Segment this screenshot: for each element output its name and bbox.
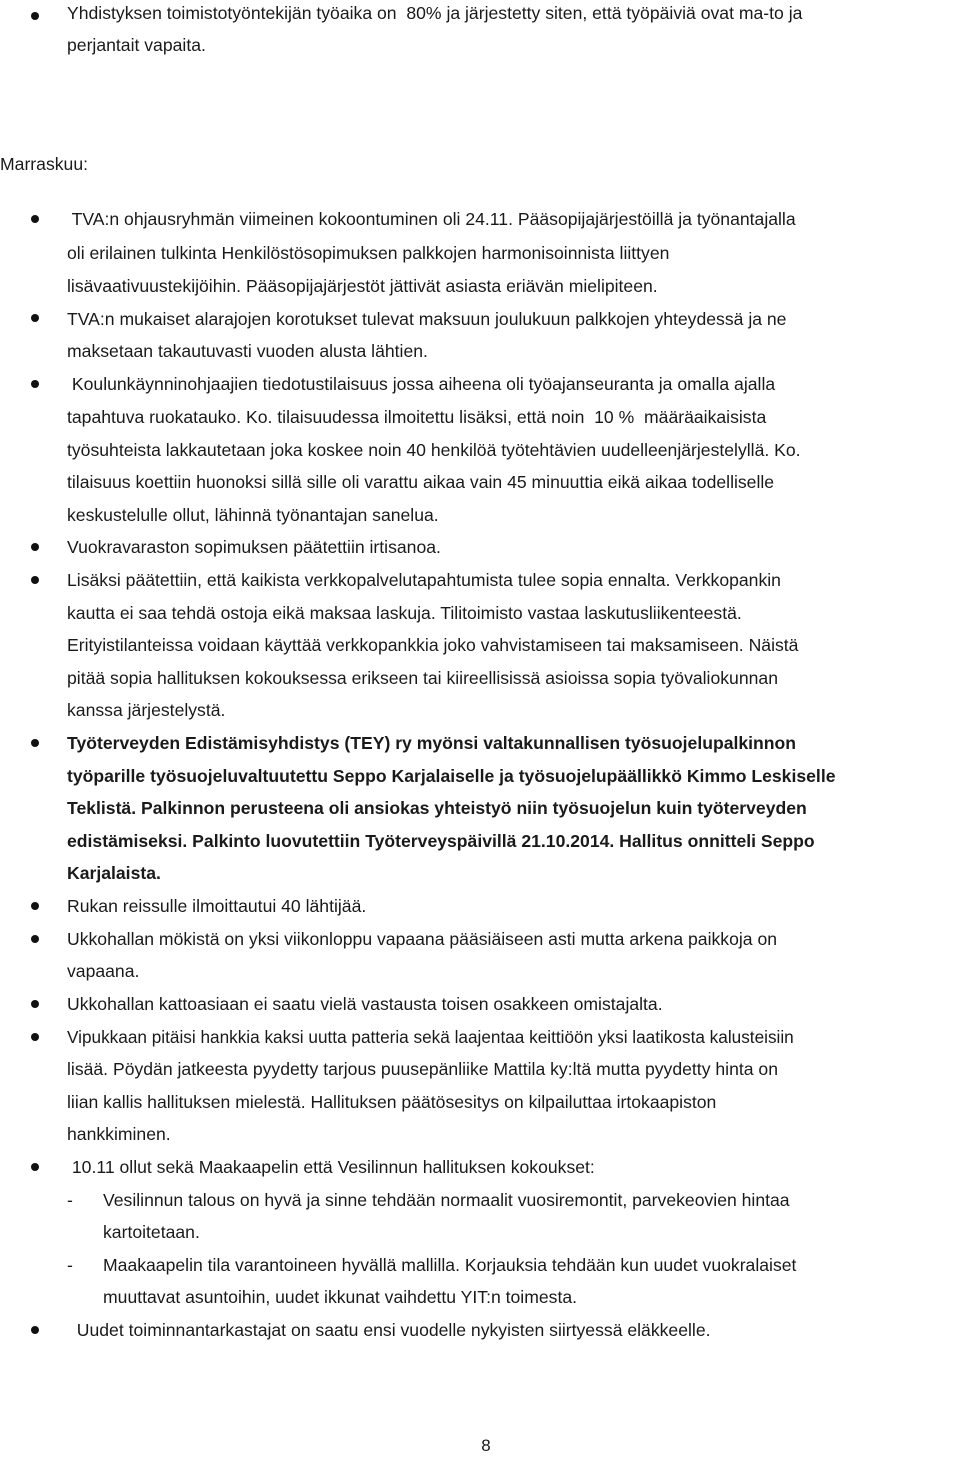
text-line: Yhdistyksen toimistotyöntekijän työaika on 80% ja järjestetty siten, että työpäiviä ovat ma-to ja [67,3,803,23]
dash-marker: - [67,1190,73,1210]
text-line: Lisäksi päätettiin, että kaikista verkkopalvelutapahtumista tulee sopia ennalta. Verkkopankin [67,570,781,590]
text-line: lisää. Pöydän jatkeesta pyydetty tarjous puusepänliike Mattila ky:ltä mutta pyydetty hinta on [67,1059,778,1079]
bullet-icon [31,576,39,584]
text-line: TVA:n mukaiset alarajojen korotukset tulevat maksuun joulukuun palkkojen yhteydessä ja ne [67,309,787,329]
text-line: Erityistilanteissa voidaan käyttää verkkopankkia joko vahvistamiseen tai maksamiseen. Näistä [67,635,799,655]
text-line: kartoitetaan. [103,1222,200,1242]
text-line: Maakaapelin tila varantoineen hyvällä mallilla. Korjauksia tehdään kun uudet vuokralaiset [103,1255,797,1275]
bullet-icon [31,12,39,20]
text-line: Teklistä. Palkinnon perusteena oli ansiokas yhteistyö niin työsuojelun kuin työterveyden [67,798,807,818]
text-line: oli erilainen tulkinta Henkilöstösopimuksen palkkojen harmonisoinnista liittyen [67,243,670,263]
bullet-icon [31,543,39,551]
text-line: 10.11 ollut sekä Maakaapelin että Vesilinnun hallituksen kokoukset: [67,1157,595,1177]
bullet-icon [31,380,39,388]
text-line: Vuokravaraston sopimuksen päätettiin irtisanoa. [67,537,441,557]
bullet-icon [31,902,39,910]
text-line: kanssa järjestelystä. [67,700,226,720]
text-line: maksetaan takautuvasti vuoden alusta lähtien. [67,341,428,361]
text-line: Koulunkäynninohjaajien tiedotustilaisuus jossa aiheena oli työajanseuranta ja omalla ajalla [67,374,776,394]
bullet-icon [31,215,39,223]
bullet-icon [31,739,39,747]
text-line: kautta ei saa tehdä ostoja eikä maksaa laskuja. Tilitoimisto vastaa laskutusliikenteestä. [67,603,742,623]
text-line: pitää sopia hallituksen kokouksessa erikseen tai kiireellisissä asioissa sopia työvaliokunnan [67,668,778,688]
text-line: vapaana. [67,961,140,981]
text-line: Vesilinnun talous on hyvä ja sinne tehdään normaalit vuosiremontit, parvekeovien hintaa [103,1190,790,1210]
text-line: perjantait vapaita. [67,35,206,55]
text-line: lisävaativuustekijöihin. Pääsopijajärjestöt jättivät asiasta eriävän mielipiteen. [67,276,658,296]
text-line: TVA:n ohjausryhmän viimeinen kokoontuminen oli 24.11. Pääsopijajärjestöillä ja työnantajalla [67,209,796,229]
text-line: tapahtuva ruokatauko. Ko. tilaisuudessa ilmoitettu lisäksi, että noin 10 % määräaikaisista [67,407,767,427]
text-line: Työterveyden Edistämisyhdistys (TEY) ry myönsi valtakunnallisen työsuojelupalkinnon [67,733,797,753]
bullet-icon [31,314,39,322]
text-line: hankkiminen. [67,1124,171,1144]
text-line: muuttavat asuntoihin, uudet ikkunat vaihdettu YIT:n toimesta. [103,1287,578,1307]
page-number: 8 [481,1436,491,1455]
text-line: liian kallis hallituksen mielestä. Hallituksen päätösesitys on kilpailuttaa irtokaapiston [67,1092,717,1112]
bullet-icon [31,935,39,943]
text-line: edistämiseksi. Palkinto luovutettiin Työterveyspäivillä 21.10.2014. Hallitus onnitteli Seppo [67,831,815,851]
bullet-icon [31,1033,39,1041]
month-heading: Marraskuu: [0,154,88,174]
text-line: työparille työsuojeluvaltuutettu Seppo Karjalaiselle ja työsuojelupäällikkö Kimmo Leskiselle [67,766,836,786]
text-line: Ukkohallan mökistä on yksi viikonloppu vapaana pääsiäiseen asti mutta arkena paikkoja on [67,929,778,949]
text-line: tilaisuus koettiin huonoksi sillä sille oli varattu aikaa vain 45 minuuttia eikä aikaa todelliselle [67,472,775,492]
text-line: Vipukkaan pitäisi hankkia kaksi uutta patteria sekä laajentaa keittiöön yksi laatikosta kalusteisiin [67,1027,794,1047]
bullet-icon [31,1326,39,1334]
text-line: Rukan reissulle ilmoittautui 40 lähtijää. [67,896,367,916]
text-line: Uudet toiminnantarkastajat on saatu ensi vuodelle nykyisten siirtyessä eläkkeelle. [67,1320,711,1340]
text-line: keskustelulle ollut, lähinnä työnantajan sanelua. [67,505,439,525]
text-line: työsuhteista lakkautetaan joka koskee noin 40 henkilöä työtehtävien uudelleenjärjestelyllä. Ko. [67,440,801,460]
bullet-icon [31,1163,39,1171]
text-line: Karjalaista. [67,863,161,883]
dash-marker: - [67,1255,73,1275]
text-line: Ukkohallan kattoasiaan ei saatu vielä vastausta toisen osakkeen omistajalta. [67,994,663,1014]
bullet-icon [31,1000,39,1008]
